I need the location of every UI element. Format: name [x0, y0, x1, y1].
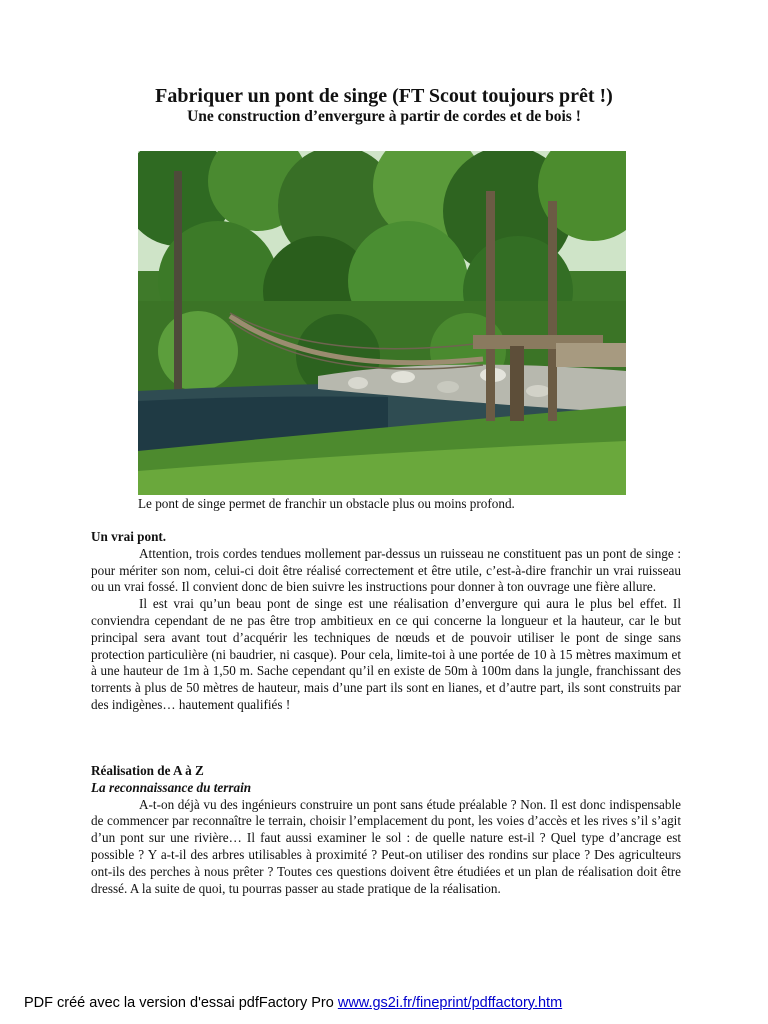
paragraph: Attention, trois cordes tendues mollement par-dessus un ruisseau ne constituent pas un pont de singe : pour mériter son nom, celui-ci doit être réalisé correctement et être utile, c’est-à-dire franchir un vrai ruisseau ou un vrai fossé. Il convient donc de bien suivre les instructions pour donner à ton ouvrage une fière allure.	[91, 545, 681, 595]
section-subheading: La reconnaissance du terrain	[91, 779, 252, 795]
section-realisation	[91, 763, 681, 897]
photo-caption: Le pont de singe permet de franchir un obstacle plus ou moins profond.	[138, 496, 515, 511]
pdf-footer	[24, 994, 562, 1012]
paragraph: Il est vrai qu’un beau pont de singe est une réalisation d’envergure qui aura le plus bel effet. Il conviendra cependant de ne pas être trop ambitieux en ce qui concerne la longueur et la hauteur, car le but principal sera avant tout d’acquérir les techniques de nœuds et de pouvoir utiliser le pont de singe sans protection particulière (ni baudrier, ni casque). Pour cela, limite-toi à une portée de 10 à 15 mètres maximum et à une hauteur de 1m à 1,50 m. Sache cependant qu’il en existe de 50m à 100m dans la jungle, franchissant des torrents à plus de 50 mètres de hauteur, mais d’une part ils sont en lianes, et d’autre part, ils sont construits par des indigènes… hautement qualifiés !	[91, 596, 681, 712]
section-heading: Un vrai pont.	[91, 529, 167, 544]
page-subtitle: Une construction d’envergure à partir de cordes et de bois !	[187, 108, 581, 125]
paragraph: A-t-on déjà vu des ingénieurs construire un pont sans étude préalable ? Non. Il est donc indispensable de commencer par reconnaître le terrain, choisir l’emplacement du pont, les voies d’accès et les rives s’il s’agit d’un pont sur une rivière… Il faut aussi examiner le sol : de quelle nature est-il ? Quel type d’ancrage est possible ? Y a-t-il des arbres utilisables à proximité ? Peut-on utiliser des rondins sur place ? Des agriculteurs ont-ils des perches à nous prêter ? Toutes ces questions doivent être étudiées et un plan de réalisation doit être dressé. A la suite de quoi, tu pourras passer au stade pratique de la réalisation.	[91, 796, 681, 896]
section-heading: Réalisation de A à Z	[91, 763, 204, 778]
page-title: Fabriquer un pont de singe (FT Scout toujours prêt !)	[155, 85, 613, 107]
bridge-photo	[138, 151, 626, 495]
footer-link[interactable]: www.gs2i.fr/fineprint/pdffactory.htm	[337, 995, 563, 1011]
section-un-vrai-pont	[91, 529, 681, 714]
footer-text: PDF créé avec la version d'essai pdfFactory Pro	[24, 995, 338, 1011]
